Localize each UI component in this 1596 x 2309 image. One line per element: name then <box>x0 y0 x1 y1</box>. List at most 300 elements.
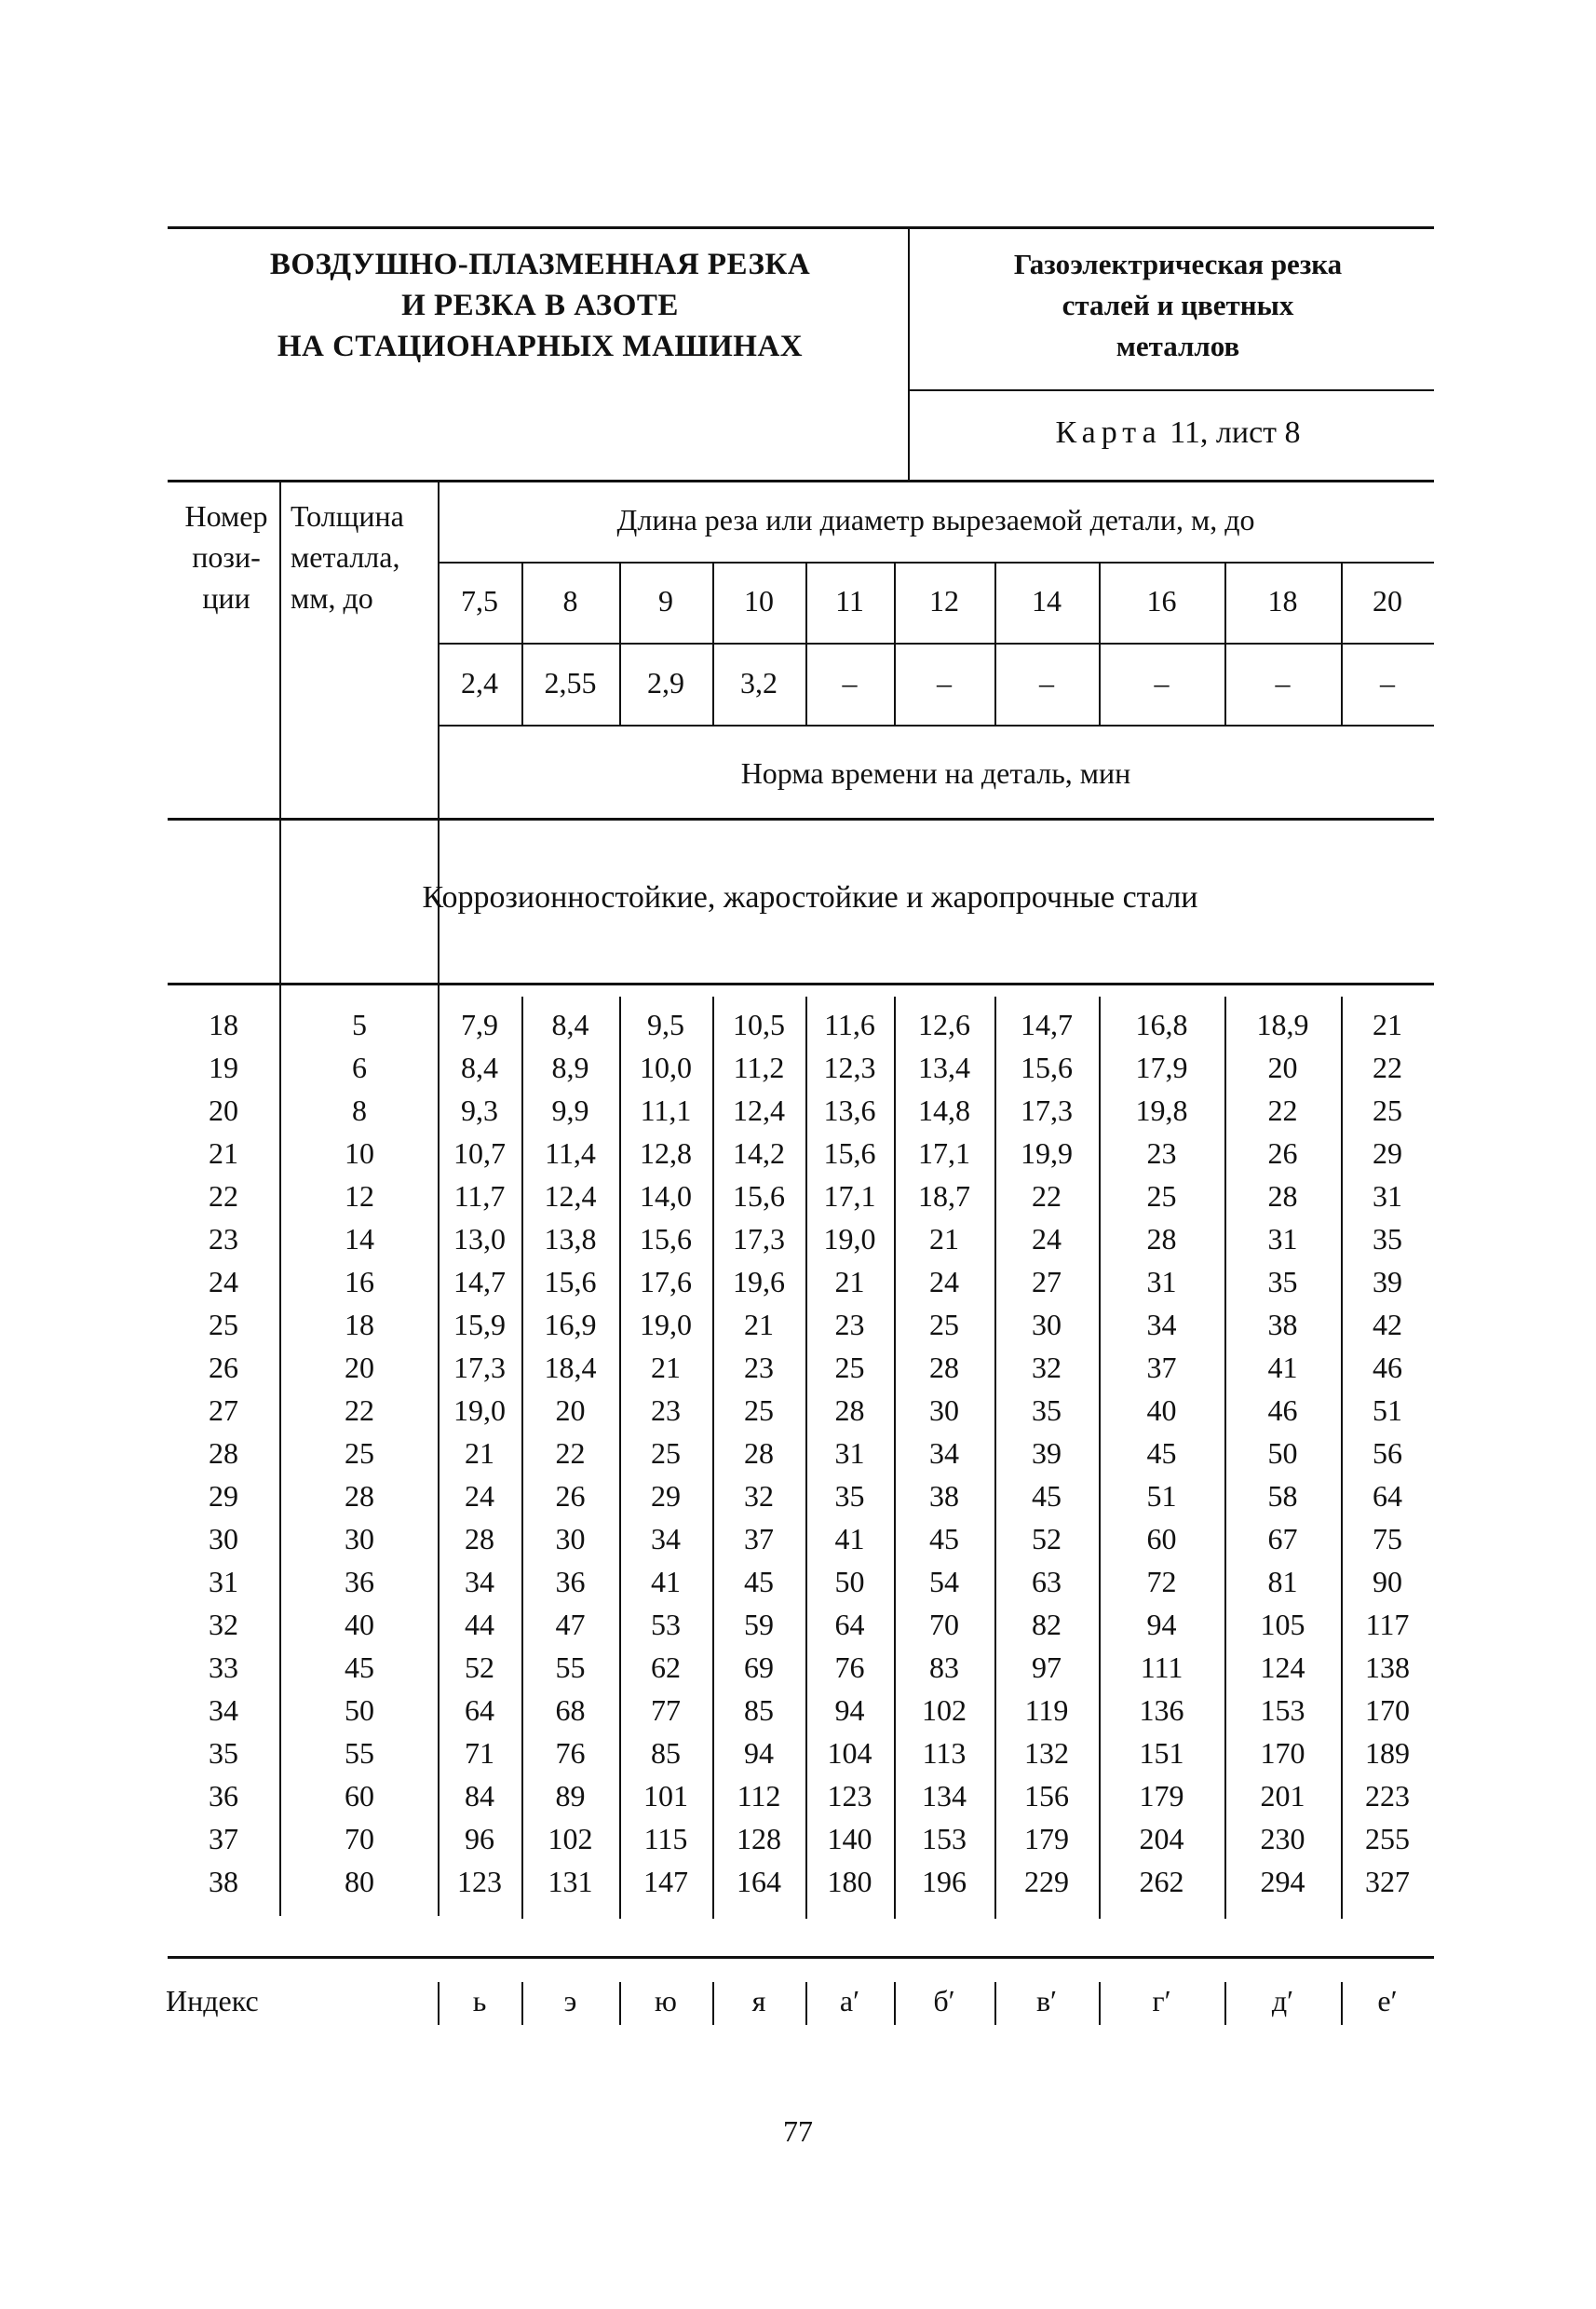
norm-value-cell: 147 <box>643 1865 688 1898</box>
title-line-1: ВОЗДУШНО-ПЛАЗМЕННАЯ РЕЗКА <box>269 248 811 281</box>
thickness-cell: 40 <box>345 1608 374 1641</box>
column-divider <box>894 562 896 725</box>
norm-value-cell: 179 <box>1024 1822 1069 1855</box>
norm-value-cell: 136 <box>1139 1693 1184 1727</box>
position-header-line-3: ции <box>202 581 250 615</box>
index-divider <box>894 1982 896 2025</box>
thickness-cell: 12 <box>345 1179 374 1213</box>
position-cell: 30 <box>209 1522 238 1555</box>
norm-value-cell: 9,5 <box>647 1008 684 1041</box>
norm-value-cell: 104 <box>827 1736 872 1770</box>
norm-value-cell: 24 <box>1032 1222 1062 1256</box>
thickness-cell: 8 <box>352 1093 367 1127</box>
norm-value-cell: 28 <box>465 1522 494 1555</box>
title-line-2: И РЕЗКА В АЗОТЕ <box>401 289 679 322</box>
norm-value-cell: 35 <box>1267 1265 1298 1298</box>
norm-value-cell: 25 <box>929 1308 959 1341</box>
norm-value-cell: 84 <box>465 1779 494 1813</box>
card-word: Карта <box>1055 415 1162 450</box>
column-divider <box>1224 562 1226 725</box>
norm-value-cell: 156 <box>1024 1779 1069 1813</box>
position-cell: 29 <box>209 1479 238 1513</box>
table-row <box>0 1693 1596 1736</box>
norm-value-cell: 37 <box>744 1522 774 1555</box>
table-row <box>0 1093 1596 1136</box>
norm-value-cell: 24 <box>929 1265 959 1298</box>
table-row <box>0 1608 1596 1650</box>
index-cell: я <box>751 1984 766 2017</box>
norm-value-cell: 128 <box>737 1822 781 1855</box>
position-cell: 21 <box>209 1136 238 1170</box>
norm-value-cell: 31 <box>1146 1265 1177 1298</box>
position-cell: 27 <box>209 1393 238 1427</box>
thickness-cell: 25 <box>345 1436 374 1470</box>
norm-value-cell: 13,6 <box>823 1093 876 1127</box>
norm-value-cell: 89 <box>555 1779 586 1813</box>
index-divider <box>438 1982 440 2025</box>
length-value-cell: 8 <box>562 584 578 618</box>
norm-value-cell: 69 <box>744 1650 774 1684</box>
table-row <box>0 1736 1596 1779</box>
table-row <box>0 1650 1596 1693</box>
length-value-cell: 7,5 <box>461 584 498 618</box>
norm-value-cell: 21 <box>834 1265 865 1298</box>
norm-value-cell: 39 <box>1373 1265 1402 1298</box>
table-row <box>0 1822 1596 1865</box>
norm-value-cell: 12,8 <box>640 1136 692 1170</box>
norm-value-cell: 15,6 <box>733 1179 785 1213</box>
table-row <box>0 1393 1596 1436</box>
norm-value-cell: 72 <box>1146 1565 1177 1598</box>
norm-value-cell: 28 <box>834 1393 865 1427</box>
norm-value-cell: 44 <box>465 1608 494 1641</box>
thickness-cell: 36 <box>345 1565 374 1598</box>
table-row <box>0 1436 1596 1479</box>
column-divider <box>1341 562 1343 725</box>
position-cell: 38 <box>209 1865 238 1898</box>
norm-value-cell: 71 <box>465 1736 494 1770</box>
norm-value-cell: 223 <box>1365 1779 1410 1813</box>
norm-value-cell: 68 <box>555 1693 586 1727</box>
norm-value-cell: 52 <box>465 1650 494 1684</box>
position-header-line-1: Номер <box>184 499 268 533</box>
position-cell: 19 <box>209 1051 238 1084</box>
norm-value-cell: 76 <box>834 1650 865 1684</box>
index-cell: в′ <box>1035 1984 1058 2017</box>
norm-value-cell: 23 <box>744 1351 774 1384</box>
thickness-cell: 10 <box>345 1136 374 1170</box>
index-divider <box>712 1982 714 2025</box>
norm-value-cell: 30 <box>1032 1308 1062 1341</box>
norm-value-cell: 29 <box>1373 1136 1402 1170</box>
norm-value-cell: 117 <box>1365 1608 1410 1641</box>
norm-value-cell: 64 <box>834 1608 865 1641</box>
norm-value-cell: 19,0 <box>640 1308 692 1341</box>
norm-value-cell: 262 <box>1139 1865 1184 1898</box>
sub-value-cell: 2,55 <box>544 666 597 699</box>
index-cell: а′ <box>839 1984 860 2017</box>
norm-value-cell: 8,9 <box>551 1051 589 1084</box>
norm-value-cell: 94 <box>1146 1608 1177 1641</box>
page-number: 77 <box>783 2114 813 2148</box>
norm-value-cell: 64 <box>1373 1479 1402 1513</box>
norm-value-cell: 34 <box>1146 1308 1177 1341</box>
norm-value-cell: 151 <box>1139 1736 1184 1770</box>
column-divider <box>712 562 714 725</box>
sub-value-cell: – <box>1275 666 1291 699</box>
norm-value-cell: 25 <box>1373 1093 1402 1127</box>
norm-value-cell: 19,6 <box>733 1265 785 1298</box>
norm-value-cell: 26 <box>1267 1136 1298 1170</box>
norm-value-cell: 19,9 <box>1021 1136 1073 1170</box>
norm-value-cell: 41 <box>1267 1351 1298 1384</box>
sub-value-cell: 2,4 <box>461 666 498 699</box>
norm-value-cell: 31 <box>1267 1222 1298 1256</box>
norm-value-cell: 60 <box>1146 1522 1177 1555</box>
length-value-cell: 20 <box>1373 584 1402 618</box>
norm-value-cell: 45 <box>929 1522 959 1555</box>
table-row <box>0 1308 1596 1351</box>
sub-value-cell: 2,9 <box>647 666 684 699</box>
norm-value-cell: 20 <box>555 1393 586 1427</box>
norm-value-cell: 10,5 <box>733 1008 785 1041</box>
index-divider <box>521 1982 523 2025</box>
norm-value-cell: 22 <box>1373 1051 1402 1084</box>
norm-value-cell: 27 <box>1032 1265 1062 1298</box>
norm-value-cell: 12,6 <box>918 1008 970 1041</box>
norm-value-cell: 102 <box>548 1822 593 1855</box>
norm-value-cell: 255 <box>1365 1822 1410 1855</box>
norm-value-cell: 134 <box>922 1779 967 1813</box>
norm-value-cell: 90 <box>1373 1565 1402 1598</box>
sub-value-cell: – <box>1380 666 1395 699</box>
norm-value-cell: 21 <box>651 1351 681 1384</box>
norm-value-cell: 53 <box>651 1608 681 1641</box>
norm-value-cell: 85 <box>744 1693 774 1727</box>
document-category-title <box>917 244 1439 367</box>
norm-value-cell: 8,4 <box>551 1008 589 1041</box>
norm-value-cell: 35 <box>834 1479 865 1513</box>
norm-value-cell: 201 <box>1260 1779 1305 1813</box>
norm-value-cell: 32 <box>744 1479 774 1513</box>
norm-value-cell: 12,3 <box>823 1051 876 1084</box>
norm-value-cell: 35 <box>1032 1393 1062 1427</box>
norm-value-cell: 63 <box>1032 1565 1062 1598</box>
norm-value-cell: 22 <box>555 1436 586 1470</box>
position-cell: 35 <box>209 1736 238 1770</box>
norm-value-cell: 230 <box>1260 1822 1305 1855</box>
position-cell: 32 <box>209 1608 238 1641</box>
norm-value-cell: 46 <box>1373 1351 1402 1384</box>
position-cell: 28 <box>209 1436 238 1470</box>
length-value-cell: 16 <box>1146 584 1177 618</box>
index-cell: г′ <box>1152 1984 1171 2017</box>
norm-value-cell: 64 <box>465 1693 494 1727</box>
norm-value-cell: 15,6 <box>640 1222 692 1256</box>
norm-value-cell: 23 <box>1146 1136 1177 1170</box>
norm-value-cell: 196 <box>922 1865 967 1898</box>
norm-value-cell: 26 <box>555 1479 586 1513</box>
title-line-3: НА СТАЦИОНАРНЫХ МАШИНАХ <box>277 330 804 363</box>
position-cell: 37 <box>209 1822 238 1855</box>
norm-value-cell: 32 <box>1032 1351 1062 1384</box>
norm-value-cell: 21 <box>744 1308 774 1341</box>
norm-value-cell: 83 <box>929 1650 959 1684</box>
category-line-2: сталей и цветных <box>1062 289 1294 321</box>
norm-value-cell: 294 <box>1260 1865 1305 1898</box>
thickness-cell: 5 <box>352 1008 367 1041</box>
norm-value-cell: 31 <box>1373 1179 1402 1213</box>
index-cell: б′ <box>933 1984 955 2017</box>
position-column-header <box>175 496 277 618</box>
norm-value-cell: 11,4 <box>545 1136 596 1170</box>
norm-value-cell: 15,6 <box>1021 1051 1073 1084</box>
norm-value-cell: 46 <box>1267 1393 1298 1427</box>
norm-value-cell: 42 <box>1373 1308 1402 1341</box>
index-divider <box>1341 1982 1343 2025</box>
norm-value-cell: 47 <box>555 1608 586 1641</box>
card-number: 11, лист 8 <box>1170 415 1301 450</box>
length-group-header: Длина реза или диаметр вырезаемой детали, м, до <box>616 503 1255 537</box>
norm-value-cell: 18,4 <box>544 1351 597 1384</box>
norm-value-cell: 11,2 <box>733 1051 785 1084</box>
norm-value-cell: 50 <box>834 1565 865 1598</box>
norm-value-cell: 170 <box>1365 1693 1410 1727</box>
norm-value-cell: 14,2 <box>733 1136 785 1170</box>
norm-value-cell: 20 <box>1267 1051 1298 1084</box>
norm-label: Норма времени на деталь, мин <box>740 756 1131 790</box>
norm-value-cell: 14,8 <box>918 1093 970 1127</box>
norm-value-cell: 38 <box>1267 1308 1298 1341</box>
table-row <box>0 1522 1596 1565</box>
norm-value-cell: 41 <box>651 1565 681 1598</box>
norm-value-cell: 131 <box>548 1865 593 1898</box>
norm-value-cell: 124 <box>1260 1650 1305 1684</box>
norm-value-cell: 14,7 <box>1021 1008 1073 1041</box>
table-row <box>0 1351 1596 1393</box>
norm-value-cell: 13,0 <box>453 1222 506 1256</box>
norm-value-cell: 16,9 <box>544 1308 597 1341</box>
index-cell: ю <box>655 1984 677 2017</box>
norm-value-cell: 112 <box>737 1779 781 1813</box>
norm-value-cell: 51 <box>1373 1393 1402 1427</box>
norm-value-cell: 52 <box>1032 1522 1062 1555</box>
norm-value-cell: 94 <box>834 1693 865 1727</box>
index-label: Индекс <box>166 1984 259 2017</box>
norm-value-cell: 22 <box>1267 1093 1298 1127</box>
norm-value-cell: 21 <box>465 1436 494 1470</box>
thickness-cell: 55 <box>345 1736 374 1770</box>
norm-value-cell: 21 <box>929 1222 959 1256</box>
norm-value-cell: 25 <box>1146 1179 1177 1213</box>
norm-value-cell: 41 <box>834 1522 865 1555</box>
norm-value-cell: 22 <box>1032 1179 1062 1213</box>
norm-value-cell: 34 <box>465 1565 494 1598</box>
norm-value-cell: 179 <box>1139 1779 1184 1813</box>
norm-value-cell: 153 <box>922 1822 967 1855</box>
thickness-column-header <box>291 496 404 618</box>
thickness-header-line-3: мм, до <box>291 581 373 615</box>
norm-value-cell: 17,6 <box>640 1265 692 1298</box>
length-value-cell: 11 <box>835 584 864 618</box>
sub-value-cell: – <box>842 666 858 699</box>
norm-value-cell: 132 <box>1024 1736 1069 1770</box>
sub-value-cell: – <box>1154 666 1170 699</box>
sub-value-cell: – <box>937 666 952 699</box>
position-header-line-2: пози- <box>192 540 261 574</box>
thickness-cell: 14 <box>345 1222 374 1256</box>
sub-value-cell: 3,2 <box>740 666 778 699</box>
column-divider <box>619 562 621 725</box>
thickness-cell: 28 <box>345 1479 374 1513</box>
norm-value-cell: 15,6 <box>823 1136 876 1170</box>
position-cell: 31 <box>209 1565 238 1598</box>
norm-value-cell: 55 <box>555 1650 586 1684</box>
column-divider <box>805 562 807 725</box>
norm-value-cell: 17,3 <box>733 1222 785 1256</box>
length-value-cell: 10 <box>744 584 774 618</box>
norm-value-cell: 94 <box>744 1736 774 1770</box>
norm-value-cell: 119 <box>1024 1693 1069 1727</box>
norm-value-cell: 34 <box>651 1522 681 1555</box>
norm-value-cell: 153 <box>1260 1693 1305 1727</box>
position-cell: 36 <box>209 1779 238 1813</box>
position-cell: 22 <box>209 1179 238 1213</box>
norm-value-cell: 11,6 <box>824 1008 875 1041</box>
section-title: Коррозионностойкие, жаростойкие и жаропрочные стали <box>422 880 1198 915</box>
norm-value-cell: 17,3 <box>453 1351 506 1384</box>
norm-value-cell: 10,0 <box>640 1051 692 1084</box>
length-value-cell: 18 <box>1267 584 1298 618</box>
table-row <box>0 1051 1596 1093</box>
index-cell: ь <box>472 1984 487 2017</box>
norm-value-cell: 180 <box>827 1865 872 1898</box>
norm-value-cell: 115 <box>643 1822 688 1855</box>
norm-value-cell: 13,4 <box>918 1051 970 1084</box>
norm-value-cell: 327 <box>1365 1865 1410 1898</box>
norm-value-cell: 62 <box>651 1650 681 1684</box>
table-row <box>0 1779 1596 1822</box>
length-value-cell: 9 <box>658 584 673 618</box>
thickness-cell: 45 <box>345 1650 374 1684</box>
thickness-cell: 22 <box>345 1393 374 1427</box>
thickness-cell: 30 <box>345 1522 374 1555</box>
length-value-cell: 12 <box>929 584 959 618</box>
norm-value-cell: 15,6 <box>544 1265 597 1298</box>
thickness-cell: 50 <box>345 1693 374 1727</box>
norm-value-cell: 18,7 <box>918 1179 970 1213</box>
norm-value-cell: 14,0 <box>640 1179 692 1213</box>
thickness-header-line-2: металла, <box>291 540 400 574</box>
index-divider <box>994 1982 996 2025</box>
norm-value-cell: 29 <box>651 1479 681 1513</box>
norm-value-cell: 34 <box>929 1436 959 1470</box>
norm-value-cell: 58 <box>1267 1479 1298 1513</box>
norm-value-cell: 28 <box>929 1351 959 1384</box>
norm-value-cell: 105 <box>1260 1608 1305 1641</box>
table-row <box>0 1008 1596 1051</box>
norm-value-cell: 77 <box>651 1693 681 1727</box>
norm-value-cell: 113 <box>922 1736 967 1770</box>
thickness-header-line-1: Толщина <box>291 499 404 533</box>
norm-value-cell: 13,8 <box>544 1222 597 1256</box>
column-divider <box>521 562 523 725</box>
sub-value-cell: – <box>1039 666 1054 699</box>
norm-value-cell: 50 <box>1267 1436 1298 1470</box>
index-divider <box>805 1982 807 2025</box>
length-value-cell: 14 <box>1032 584 1062 618</box>
position-cell: 26 <box>209 1351 238 1384</box>
norm-value-cell: 23 <box>834 1308 865 1341</box>
thickness-cell: 80 <box>345 1865 374 1898</box>
norm-value-cell: 70 <box>929 1608 959 1641</box>
column-divider <box>994 562 996 725</box>
norm-value-cell: 97 <box>1032 1650 1062 1684</box>
position-cell: 23 <box>209 1222 238 1256</box>
norm-value-cell: 123 <box>457 1865 502 1898</box>
thickness-cell: 18 <box>345 1308 374 1341</box>
norm-value-cell: 67 <box>1267 1522 1298 1555</box>
index-cell: д′ <box>1271 1984 1294 2017</box>
norm-value-cell: 81 <box>1267 1565 1298 1598</box>
norm-value-cell: 40 <box>1146 1393 1177 1427</box>
norm-value-cell: 25 <box>834 1351 865 1384</box>
index-cell: е′ <box>1377 1984 1398 2017</box>
norm-value-cell: 11,1 <box>640 1093 692 1127</box>
norm-value-cell: 76 <box>555 1736 586 1770</box>
norm-value-cell: 11,7 <box>453 1179 506 1213</box>
norm-value-cell: 10,7 <box>453 1136 506 1170</box>
norm-value-cell: 7,9 <box>461 1008 498 1041</box>
norm-value-cell: 25 <box>651 1436 681 1470</box>
norm-value-cell: 36 <box>555 1565 586 1598</box>
category-line-3: металлов <box>1116 330 1240 362</box>
norm-value-cell: 56 <box>1373 1436 1402 1470</box>
norm-value-cell: 101 <box>643 1779 688 1813</box>
norm-value-cell: 16,8 <box>1135 1008 1188 1041</box>
norm-value-cell: 111 <box>1140 1650 1183 1684</box>
index-cell: э <box>563 1984 577 2017</box>
position-cell: 34 <box>209 1693 238 1727</box>
table-row <box>0 1136 1596 1179</box>
thickness-cell: 70 <box>345 1822 374 1855</box>
norm-value-cell: 12,4 <box>733 1093 785 1127</box>
norm-value-cell: 45 <box>1146 1436 1177 1470</box>
position-cell: 25 <box>209 1308 238 1341</box>
norm-value-cell: 54 <box>929 1565 959 1598</box>
norm-value-cell: 35 <box>1373 1222 1402 1256</box>
column-divider <box>1099 562 1101 725</box>
thickness-cell: 16 <box>345 1265 374 1298</box>
position-cell: 20 <box>209 1093 238 1127</box>
norm-value-cell: 17,3 <box>1021 1093 1073 1127</box>
norm-value-cell: 17,9 <box>1135 1051 1188 1084</box>
norm-value-cell: 28 <box>744 1436 774 1470</box>
index-divider <box>1099 1982 1101 2025</box>
thickness-cell: 60 <box>345 1779 374 1813</box>
norm-value-cell: 30 <box>929 1393 959 1427</box>
index-divider <box>619 1982 621 2025</box>
norm-value-cell: 85 <box>651 1736 681 1770</box>
norm-value-cell: 17,1 <box>823 1179 876 1213</box>
norm-value-cell: 39 <box>1032 1436 1062 1470</box>
norm-value-cell: 164 <box>737 1865 781 1898</box>
table-row <box>0 1265 1596 1308</box>
norm-value-cell: 30 <box>555 1522 586 1555</box>
norm-value-cell: 59 <box>744 1608 774 1641</box>
table-row <box>0 1222 1596 1265</box>
norm-value-cell: 19,0 <box>453 1393 506 1427</box>
